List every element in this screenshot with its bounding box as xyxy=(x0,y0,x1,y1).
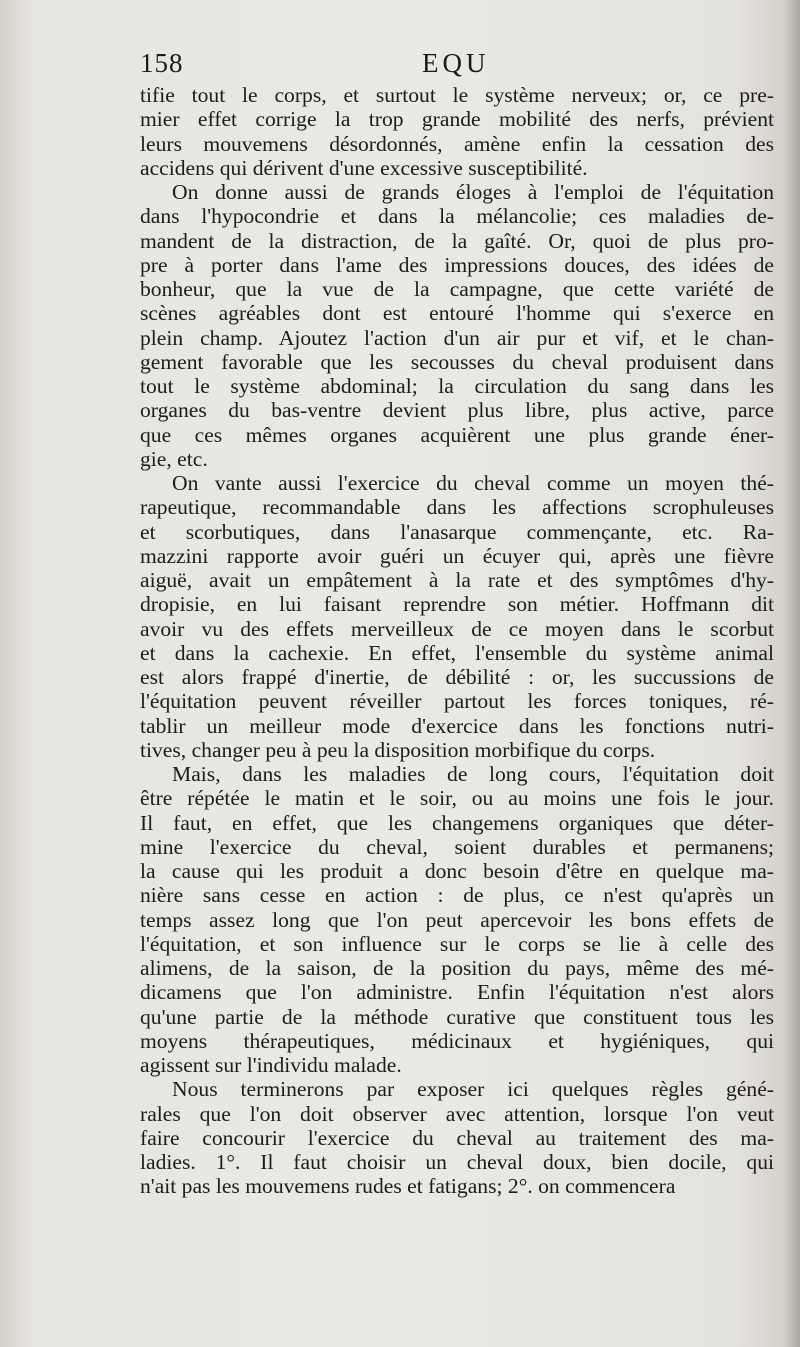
page-gutter-shadow xyxy=(784,0,800,1347)
text-line: mazzini rapporte avoir guéri un écuyer qui, après une fièvre xyxy=(140,543,774,568)
running-head: EQU xyxy=(422,48,490,78)
text-line: leurs mouvemens désordonnés, amène enfin la cessation des xyxy=(140,131,774,156)
text-line: bonheur, que la vue de la campagne, que cette variété de xyxy=(140,277,774,301)
text-line: Mais, dans les maladies de long cours, l'équitation doit xyxy=(172,762,774,786)
text-line: l'équitation, et son influence sur le corps se lie à celle des xyxy=(140,931,774,956)
page-header xyxy=(140,48,780,84)
text-line: tifie tout le corps, et surtout le système nerveux; or, ce pre- xyxy=(140,83,774,107)
text-line: faire concourir l'exercice du cheval au traitement des ma- xyxy=(140,1125,774,1150)
text-line: gement favorable que les secousses du cheval produisent dans xyxy=(140,349,774,374)
text-line: rapeutique, recommandable dans les affections scrophuleuses xyxy=(140,495,774,520)
text-line: organes du bas-ventre devient plus libre, plus active, parce xyxy=(140,398,774,423)
text-line: plein champ. Ajoutez l'action d'un air pur et vif, et le chan- xyxy=(140,325,774,350)
paragraph xyxy=(140,1077,774,1198)
text-line: ladies. 1°. Il faut choisir un cheval doux, bien docile, qui xyxy=(140,1150,774,1174)
text-line: temps assez long que l'on peut apercevoir les bons effets de xyxy=(140,907,774,932)
text-line: tives, changer peu à peu la disposition morbifique du corps. xyxy=(140,737,656,762)
paragraph xyxy=(140,762,774,1077)
text-line: scènes agréables dont est entouré l'homme qui s'exerce en xyxy=(140,301,774,326)
text-line: On donne aussi de grands éloges à l'emploi de l'équitation xyxy=(172,180,774,204)
text-line: accidens qui dérivent d'une excessive susceptibilité. xyxy=(140,155,588,180)
text-line: rales que l'on doit observer avec attention, lorsque l'on veut xyxy=(140,1101,774,1126)
paragraph xyxy=(140,471,774,762)
text-line: et dans la cachexie. En effet, l'ensemble du système animal xyxy=(140,640,774,665)
text-line: moyens thérapeutiques, médicinaux et hygiéniques, qui xyxy=(140,1028,774,1053)
text-line: tablir un meilleur mode d'exercice dans les fonctions nutri- xyxy=(140,713,774,738)
text-line: que ces mêmes organes acquièrent une plus grande éner- xyxy=(140,422,774,447)
body-text xyxy=(140,83,774,1199)
text-line: pre à porter dans l'ame des impressions douces, des idées de xyxy=(140,252,774,277)
text-line: Il faut, en effet, que les changemens organiques que déter- xyxy=(140,810,774,835)
text-line: alimens, de la saison, de la position du pays, même des mé- xyxy=(140,956,774,980)
text-line: gie, etc. xyxy=(140,446,208,471)
text-line: mine l'exercice du cheval, soient durables et permanens; xyxy=(140,834,774,859)
text-line: tout le système abdominal; la circulation du sang dans les xyxy=(140,374,774,398)
text-line: agissent sur l'individu malade. xyxy=(140,1053,402,1077)
text-line: la cause qui les produit a donc besoin d'être en quelque ma- xyxy=(140,859,774,883)
text-line: et scorbutiques, dans l'anasarque commençante, etc. Ra- xyxy=(140,519,774,544)
page-number: 158 xyxy=(140,48,184,78)
text-line: mier effet corrige la trop grande mobilité des nerfs, prévient xyxy=(140,107,774,132)
text-line: être répétée le matin et le soir, ou au moins une fois le jour. xyxy=(140,786,774,811)
text-line: Nous terminerons par exposer ici quelques règles géné- xyxy=(172,1077,774,1102)
paragraph xyxy=(140,83,774,180)
text-line: On vante aussi l'exercice du cheval comme un moyen thé- xyxy=(172,471,774,495)
text-line: n'ait pas les mouvemens rudes et fatigans; 2°. on commencera xyxy=(140,1174,676,1199)
text-line: mandent de la distraction, de la gaîté. Or, quoi de plus pro- xyxy=(140,228,774,253)
text-line: aiguë, avait un empâtement à la rate et des symptômes d'hy- xyxy=(140,568,774,592)
paragraph xyxy=(140,180,774,471)
text-line: qu'une partie de la méthode curative que constituent tous les xyxy=(140,1004,774,1029)
text-line: est alors frappé d'inertie, de débilité : or, les succussions de xyxy=(140,665,774,689)
text-line: dans l'hypocondrie et dans la mélancolie; ces maladies de- xyxy=(140,204,774,229)
text-line: dropisie, en lui faisant reprendre son métier. Hoffmann dit xyxy=(140,592,774,617)
text-line: l'équitation peuvent réveiller partout les forces toniques, ré- xyxy=(140,689,774,714)
text-line: avoir vu des effets merveilleux de ce moyen dans le scorbut xyxy=(140,616,774,641)
text-line: nière sans cesse en action : de plus, ce n'est qu'après un xyxy=(140,883,774,908)
text-line: dicamens que l'on administre. Enfin l'équitation n'est alors xyxy=(140,980,774,1005)
